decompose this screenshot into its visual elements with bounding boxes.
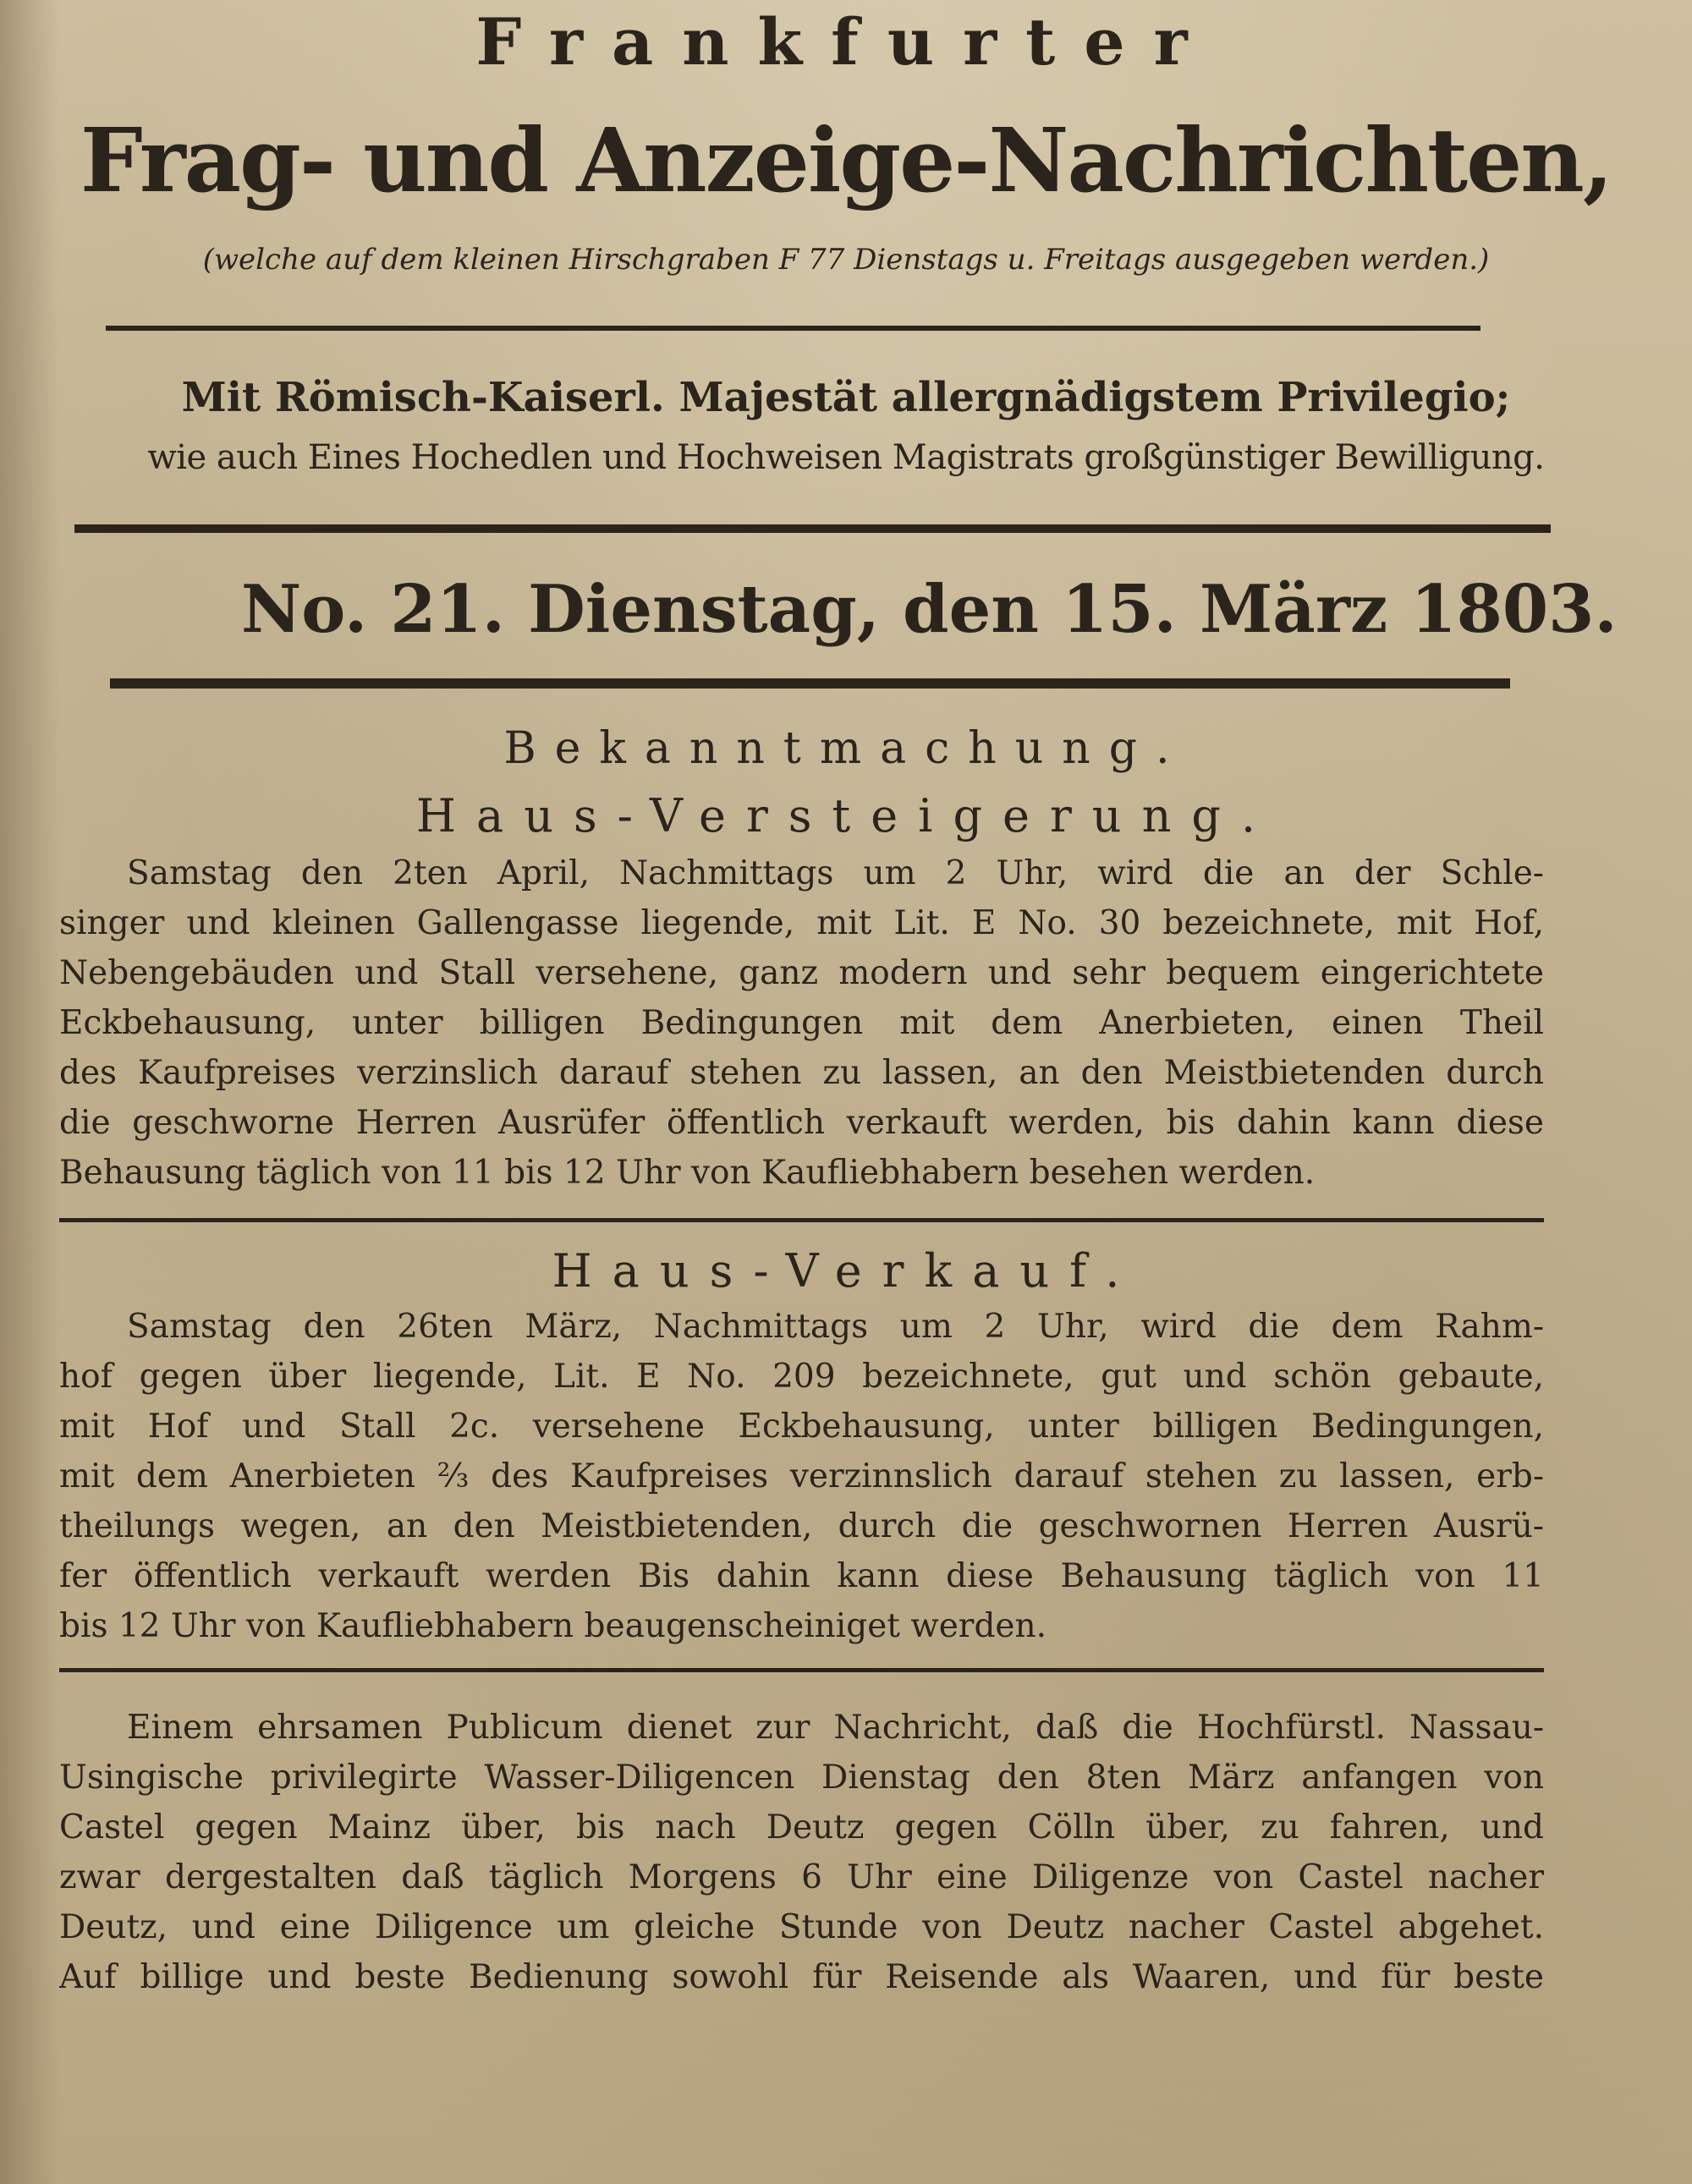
section2-line: mit dem Anerbieten ⅔ des Kaufpreises verzinnslich darauf stehen zu lassen, erb-	[59, 1457, 1544, 1495]
section-rule-2	[59, 1668, 1544, 1672]
section2-line: theilungs wegen, an den Meistbietenden, durch die geschwornen Herren Ausrü-	[59, 1507, 1544, 1545]
section2-heading: Haus-Verkauf.	[552, 1244, 1140, 1298]
masthead-title-line1: Frankfurter	[475, 4, 1217, 80]
section2-line: fer öffentlich verkauft werden Bis dahin kann diese Behausung täglich von 11	[59, 1557, 1544, 1595]
section3-line: Auf billige und beste Bedienung sowohl für Reisende als Waaren, und für beste	[59, 1958, 1544, 1996]
section3-line: Castel gegen Mainz über, bis nach Deutz gegen Cölln über, zu fahren, und	[59, 1808, 1544, 1847]
section1-line: Behausung täglich von 11 bis 12 Uhr von Kaufliebhabern besehen werden.	[59, 1154, 1316, 1192]
section3-line: Einem ehrsamen Publicum dienet zur Nachricht, daß die Hochfürstl. Nassau-	[127, 1709, 1544, 1747]
masthead-subtitle: (welche auf dem kleinen Hirschgraben F 77 Dienstags u. Freitags ausgegeben werden.)	[202, 243, 1490, 277]
issue-line: No. 21. Dienstag, den 15. März 1803.	[241, 571, 1618, 648]
section1-line: Samstag den 2ten April, Nachmittags um 2 Uhr, wird die an der Schle-	[127, 854, 1544, 892]
section1-line: des Kaufpreises verzinslich darauf stehen zu lassen, an den Meistbietenden durch	[59, 1054, 1544, 1092]
section2-line: hof gegen über liegende, Lit. E No. 209 bezeichnete, gut und schön gebaute,	[59, 1358, 1544, 1396]
section3-line: Deutz, und eine Diligence um gleiche Stunde von Deutz nacher Castel abgehet.	[59, 1908, 1544, 1946]
section1-line: Eckbehausung, unter billigen Bedingungen mit dem Anerbieten, einen Theil	[59, 1004, 1544, 1042]
masthead-title-line2: Frag- und Anzeige-Nachrichten,	[80, 108, 1612, 212]
section3-line: Usingische privilegirte Wasser-Diligencen Dienstag den 8ten März anfangen von	[59, 1759, 1544, 1797]
section1-line: singer und kleinen Gallengasse liegende, mit Lit. E No. 30 bezeichnete, mit Hof,	[59, 904, 1544, 942]
masthead-rule-1	[106, 326, 1480, 331]
section2-line: bis 12 Uhr von Kaufliebhabern beaugenscheiniget werden.	[59, 1607, 1047, 1645]
section1-line: Nebengebäuden und Stall versehene, ganz modern und sehr bequem eingerichtete	[59, 954, 1544, 992]
section2-line: mit Hof und Stall 2c. versehene Eckbehausung, unter billigen Bedingungen,	[59, 1408, 1544, 1446]
privilege-line-2: wie auch Eines Hochedlen und Hochweisen Magistrats großgünstiger Bewilligung.	[147, 438, 1545, 477]
section-rule-1	[59, 1218, 1544, 1222]
section2-line: Samstag den 26ten März, Nachmittags um 2 Uhr, wird die dem Rahm-	[127, 1308, 1544, 1346]
masthead-rule-3	[110, 678, 1510, 689]
section1-heading: Bekanntmachung.	[503, 723, 1189, 774]
privilege-line-1: Mit Römisch-Kaiserl. Majestät allergnädigstem Privilegio;	[181, 374, 1511, 421]
section1-subheading: Haus-Versteigerung.	[415, 789, 1277, 842]
section1-line: die geschworne Herren Ausrüfer öffentlich verkauft werden, bis dahin kann diese	[59, 1104, 1544, 1142]
masthead-rule-2	[74, 524, 1551, 533]
section3-line: zwar dergestalten daß täglich Morgens 6 Uhr eine Diligenze von Castel nacher	[59, 1858, 1544, 1896]
